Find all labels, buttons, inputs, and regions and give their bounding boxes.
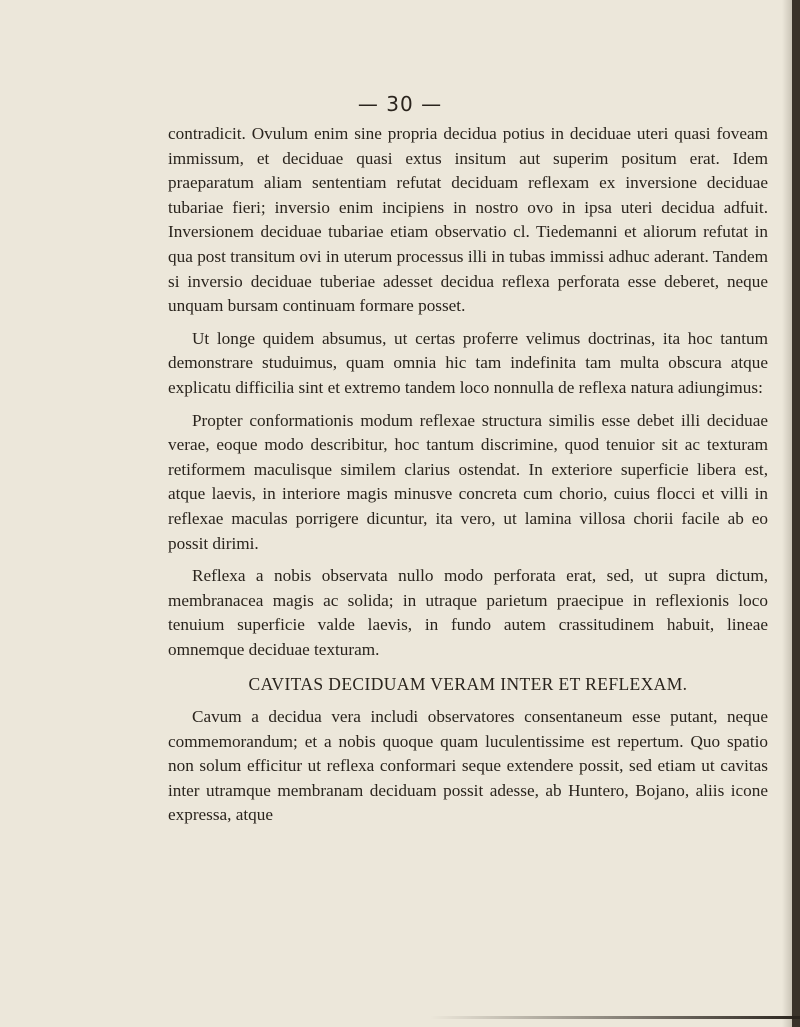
paragraph-4: Reflexa a nobis observata nullo modo perforata erat, sed, ut supra dictum, membranacea magis ac solida; in utraque parietum praecipue in reflexionis loco tenuium superficie valde laevis, in fundo autem crassitudinem habuit, lineae omnemque deciduae texturam.	[168, 566, 768, 659]
paragraph-3: Propter conformationis modum reflexae structura similis esse debet illi deciduae verae, eoque modo describitur, hoc tantum discrimine, quod tenuior sit ac texturam retiformem maculisque similem clarius ostendat. In exteriore superficie libera est, atque laevis, in interiore magis minusve concreta cum chorio, cuius flocci et villi in reflexae maculas porrigere dicuntur, ita vero, ut lamina villosa chorii facile ab eo possit dirimi.	[168, 410, 768, 553]
bottom-edge-line	[430, 1016, 800, 1019]
paragraph-5: Cavum a decidua vera includi observatores consentaneum esse putant, neque commemorandum; et a nobis quoque quam luculentissime est repertum. Quo spatio non solum efficitur ut reflexa conformari seque extendere possit, sed etiam ut cavitas inter utramque membranam deciduam possit adesse, ab Huntero, Bojano, aliis icone expressa, atque	[168, 707, 768, 825]
body-text	[168, 122, 768, 828]
paragraph-1: contradicit. Ovulum enim sine propria decidua potius in deciduae uteri quasi foveam immissum, et deciduae quasi extus insitum aut superim positum erat. Idem praeparatum aliam sententiam refutat deciduam reflexam ex inversione deciduae tubariae fieri; inversio enim incipiens in nostro ovo in ipsa uteri decidua adfuit. Inversionem deciduae tubariae etiam observatio cl. Tiedemanni et aliorum refutat in qua post transitum ovi in uterum processus illi in tubas immissi adhuc aderant. Tandem si inversio deciduae tuberiae adesset decidua reflexa perforata esse deberet, neque unquam bursam continuam formare posset.	[168, 124, 768, 316]
page-edge	[792, 0, 800, 1027]
page-number: — 30 —	[357, 92, 443, 116]
section-heading: CAVITAS DECIDUAM VERAM INTER ET REFLEXAM.	[248, 674, 688, 695]
paragraph-2: Ut longe quidem absumus, ut certas proferre velimus doctrinas, ita hoc tantum demonstrare studuimus, quam omnia hic tam indefinita tam multa obscura atque explicatu difficilia sint et extremo tandem loco nonnulla de reflexa natura adiungimus:	[168, 328, 768, 397]
